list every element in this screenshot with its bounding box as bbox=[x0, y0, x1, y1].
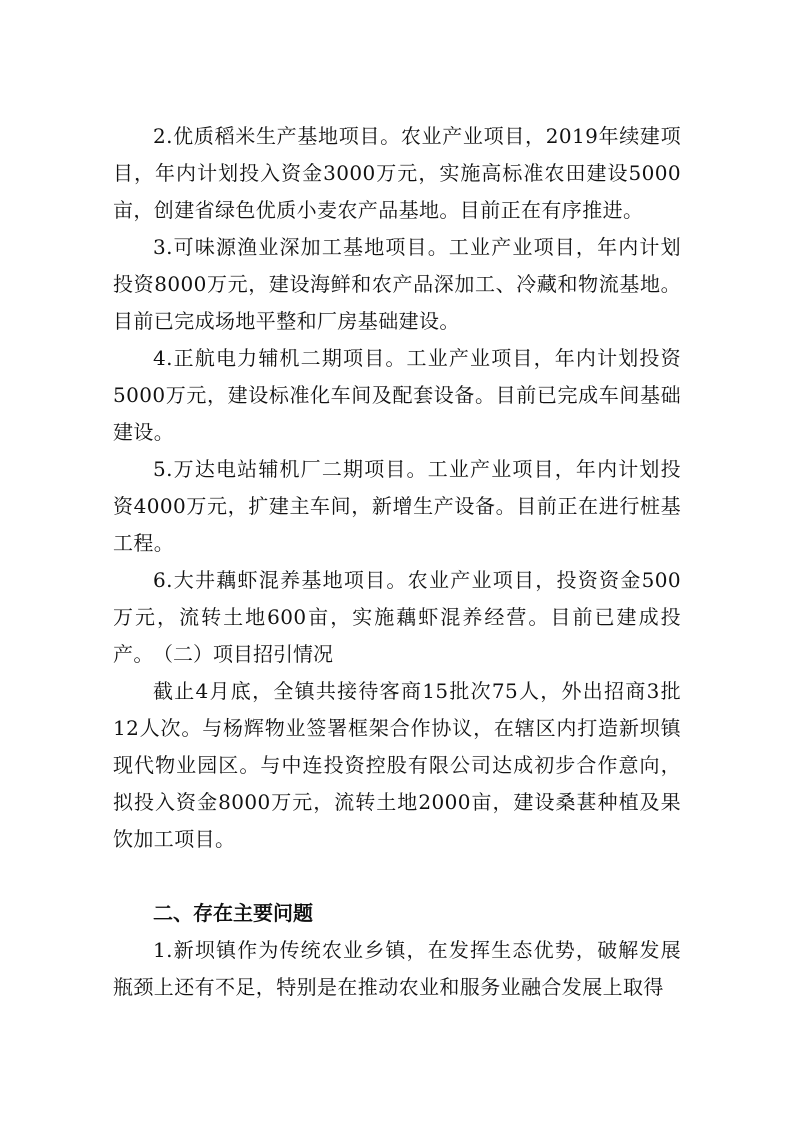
section-heading: 二、存在主要问题 bbox=[153, 901, 313, 925]
project-paragraph-fishery: 3.可味源渔业深加工基地项目。工业产业项目，年内计划投资8000万元，建设海鲜和农产品深加工、冷藏和物流基地。目前已完成场地平整和厂房基础建设。 bbox=[113, 235, 681, 333]
subsection-heading: （二）项目招引情况 bbox=[153, 642, 333, 666]
project-paragraph-rice: 2.优质稻米生产基地项目。农业产业项目，2019年续建项目，年内计划投入资金3000万元，实施高标准农田建设5000亩，创建省绿色优质小麦农产品基地。目前正在有序推进。 bbox=[113, 124, 681, 222]
project-paragraph-shrimp: 6.大井藕虾混养基地项目。农业产业项目，投资资金500万元，流转土地600亩，实施藕虾混养经营。目前已建成投产。 bbox=[113, 568, 681, 666]
project-paragraph-power: 4.正航电力辅机二期项目。工业产业项目，年内计划投资5000万元，建设标准化车间及配套设备。目前已完成车间基础建设。 bbox=[113, 346, 681, 444]
investment-paragraph: 截止4月底，全镇共接待客商15批次75人，外出招商3批12人次。与杨辉物业签署框架合作协议，在辖区内打造新坝镇现代物业园区。与中连投资控股有限公司达成初步合作意向，拟投入资金8000万元，流转土地2000亩，建设桑葚种植及果饮加工项目。 bbox=[113, 679, 681, 851]
problem-paragraph: 1.新坝镇作为传统农业乡镇，在发挥生态优势，破解发展瓶颈上还有不足，特别是在推动农业和服务业融合发展上取得 bbox=[113, 938, 681, 999]
project-paragraph-station: 5.万达电站辅机厂二期项目。工业产业项目，年内计划投资4000万元，扩建主车间，新增生产设备。目前正在进行桩基工程。 bbox=[113, 457, 681, 555]
